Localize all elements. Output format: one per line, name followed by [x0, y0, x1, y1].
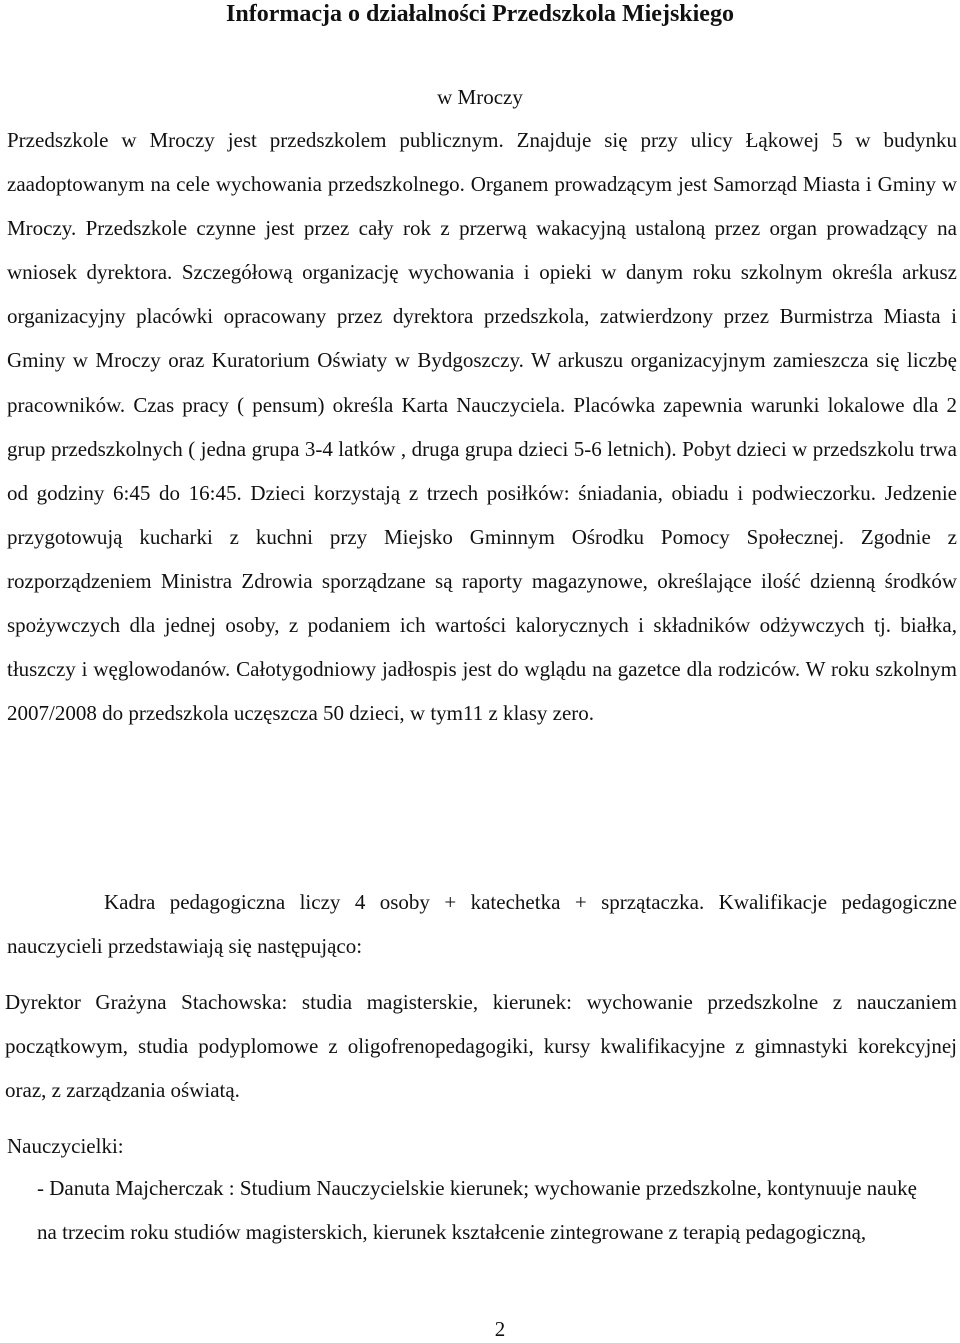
- document-title: Informacja o działalności Przedszkola Miejskiego: [226, 1, 734, 27]
- paragraph-staff: Kadra pedagogiczna liczy 4 osoby + katechetka + sprzątaczka. Kwalifikacje pedagogiczne nauczycieli przedstawiają się następująco:: [7, 890, 957, 959]
- document-subtitle: w Mroczy: [437, 85, 523, 109]
- paragraph-director: Dyrektor Grażyna Stachowska: studia magisterskie, kierunek: wychowanie przedszkolne z nauczaniem początkowym, studia podyplomowe z oligofrenopedagogiki, kursy kwalifikacyjne z gimnastyki korekcyjnej oraz, z zarządzania oświatą.: [5, 990, 957, 1103]
- paragraph-intro: Przedszkole w Mroczy jest przedszkolem publicznym. Znajduje się przy ulicy Łąkowej 5 w budynku zaadoptowanym na cele wychowania przedszkolnego. Organem prowadzącym jest Samorząd Miasta i Gminy w Mroczy. Przedszkole czynne jest przez cały rok z przerwą wakacyjną ustaloną przez organ prowadzący na wniosek dyrektora. Szczegółową organizację wychowania i opieki w danym roku szkolnym określa arkusz organizacyjny placówki opracowany przez dyrektora przedszkola, zatwierdzony przez Burmistrza Miasta i Gminy w Mroczy oraz Kuratorium Oświaty w Bydgoszczy. W arkuszu organizacyjnym zamieszcza się liczbę pracowników. Czas pracy ( pensum) określa Karta Nauczyciela. Placówka zapewnia warunki lokalowe dla 2 grup przedszkolnych ( jedna grupa 3-4 latków , druga grupa dzieci 5-6 letnich). Pobyt dzieci w przedszkolu trwa od godziny 6:45 do 16:45. Dzieci korzystają z trzech posiłków: śniadania, obiadu i podwieczorku. Jedzenie przygotowują kucharki z kuchni przy Miejsko Gminnym Ośrodku Pomocy Społecznej. Zgodnie z rozporządzeniem Ministra Zdrowia sporządzane są raporty magazynowe, określające ilość dzienną środków spożywczych dla jednej osoby, z podaniem ich wartości kalorycznych i składników odżywczych tj. białka, tłuszczy i węglowodanów. Całotygodniowy jadłospis jest do wglądu na gazetce dla rodziców. W roku szkolnym 2007/2008 do przedszkola uczęszcza 50 dzieci, w tym11 z klasy zero.: [7, 128, 957, 726]
- teacher-list-item: - Danuta Majcherczak : Studium Nauczycielskie kierunek; wychowanie przedszkolne, kontynuuje naukę na trzecim roku studiów magisterskich, kierunek kształcenie zintegrowane z terapią pedagogiczną,: [37, 1176, 917, 1245]
- teachers-heading: Nauczycielki:: [7, 1134, 124, 1158]
- page-number: 2: [494, 1317, 506, 1341]
